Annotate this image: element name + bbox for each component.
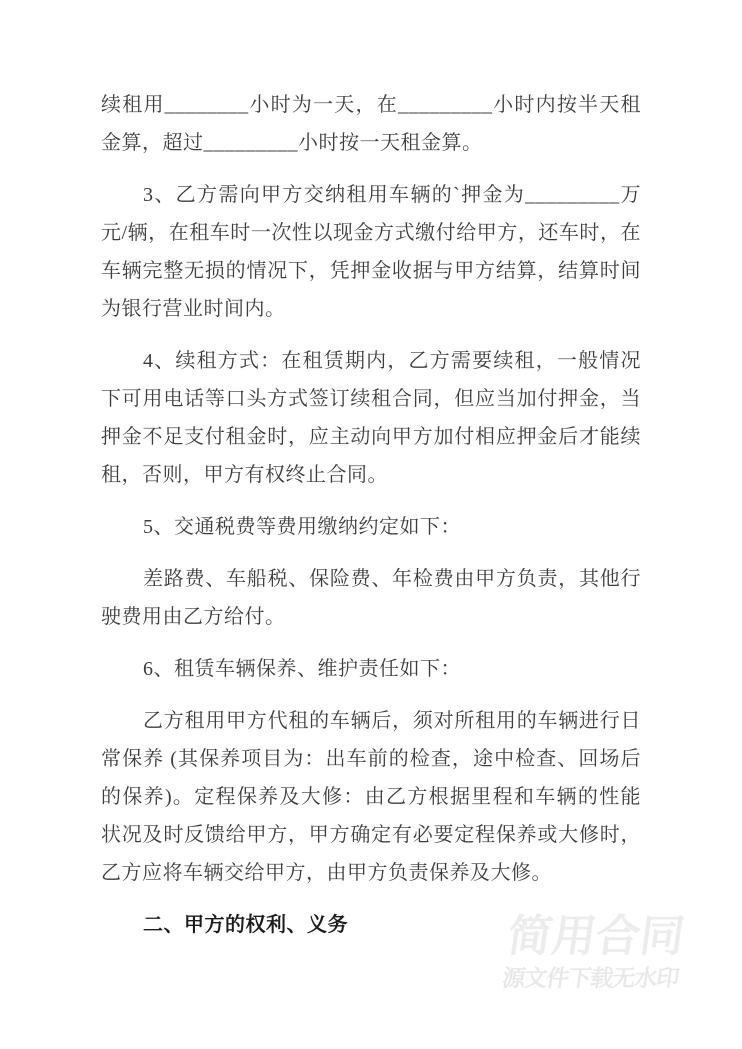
clause-6-heading: 6、租赁车辆保养、维护责任如下： (143, 658, 461, 680)
section-2-heading: 二、甲方的权利、义务 (143, 914, 348, 936)
clause-4-renewal: 4、续租方式：在租赁期内，乙方需要续租，一般情况下可用电话等口头方式签订续租合同，但应当加付押金，当押金不足支付租金时，应主动向甲方加付相应押金后才能续租，否则，甲方有权终止合同。 (101, 350, 641, 486)
clause-5-heading: 5、交通税费等费用缴纳约定如下： (143, 516, 461, 538)
contract-body (101, 86, 641, 958)
watermark-brand-text: 简用合同 (504, 912, 688, 961)
clause-3-deposit: 3、乙方需向甲方交纳租用车辆的`押金为_________万元/辆，在租车时一次性以现金方式缴付给甲方，还车时，在车辆完整无损的情况下，凭押金收据与甲方结算，结算时间为银行营业时间内。 (101, 184, 641, 320)
clause-2-continuation: 续租用________小时为一天，在_________小时内按半天租金算，超过_________小时按一天租金算。 (101, 94, 641, 154)
clause-6-maintenance: 乙方租用甲方代租的车辆后，须对所租用的车辆进行日常保养 (其保养项目为：出车前的检查，途中检查、回场后的保养)。定程保养及大修：由乙方根据里程和车辆的性能状况及时反馈给甲方，甲方确定有必要定程保养或大修时，乙方应将车辆交给甲方，由甲方负责保养及大修。 (101, 710, 641, 884)
watermark-subtitle-text: 源文件下载无水印 (500, 965, 681, 991)
clause-5-fees: 差路费、车船税、保险费、年检费由甲方负责，其他行驶费用由乙方给付。 (101, 568, 641, 628)
